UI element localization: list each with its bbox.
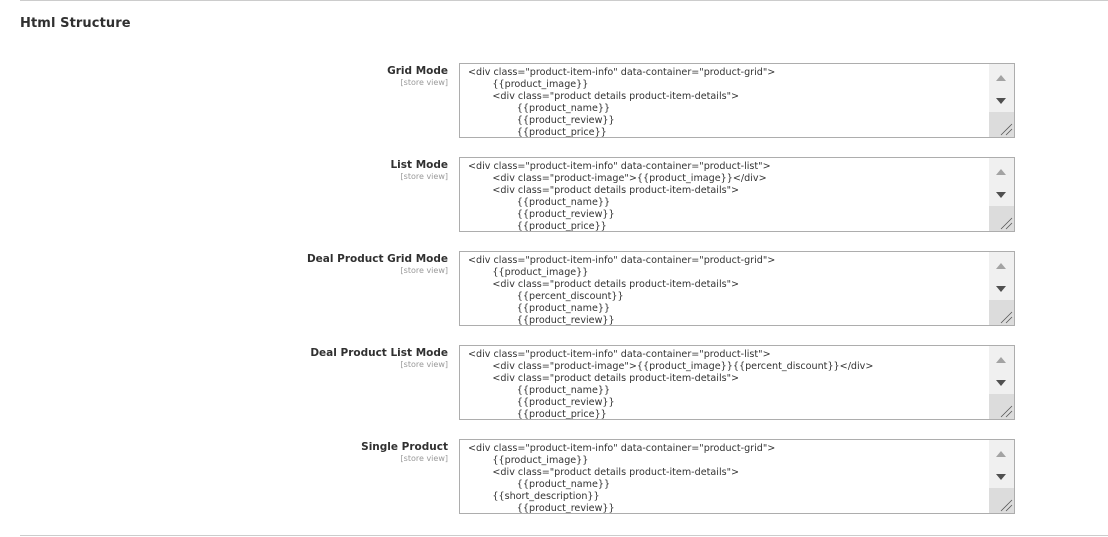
field-row-list-mode xyxy=(0,157,1108,233)
resize-grip-icon[interactable] xyxy=(999,122,1013,136)
textarea-content[interactable]: <div class="product-item-info" data-container="product-grid"> {{product_image}} <div class="product details product-item-details"> {{product_name}} {{short_description}} {{product_review}} xyxy=(468,443,776,514)
field-label-group xyxy=(361,441,448,464)
resize-handle[interactable] xyxy=(989,300,1014,325)
html-textarea[interactable] xyxy=(459,251,1015,326)
field-label: Grid Mode xyxy=(387,65,448,77)
field-label: Single Product xyxy=(361,441,448,453)
vertical-scrollbar[interactable] xyxy=(989,252,1014,325)
scroll-up-icon[interactable] xyxy=(989,68,1014,88)
top-divider xyxy=(20,0,1108,1)
scroll-down-icon[interactable] xyxy=(989,91,1014,111)
resize-grip-icon[interactable] xyxy=(999,216,1013,230)
resize-handle[interactable] xyxy=(989,206,1014,231)
scroll-up-icon[interactable] xyxy=(989,256,1014,276)
html-textarea[interactable] xyxy=(459,63,1015,138)
resize-handle[interactable] xyxy=(989,112,1014,137)
scope-label: [store view] xyxy=(400,360,448,369)
scroll-down-icon[interactable] xyxy=(989,185,1014,205)
resize-handle[interactable] xyxy=(989,394,1014,419)
html-textarea[interactable] xyxy=(459,439,1015,514)
field-label: Deal Product List Mode xyxy=(310,347,448,359)
scope-label: [store view] xyxy=(400,454,448,463)
scroll-up-icon[interactable] xyxy=(989,350,1014,370)
vertical-scrollbar[interactable] xyxy=(989,158,1014,231)
html-textarea[interactable] xyxy=(459,157,1015,232)
field-label-group xyxy=(307,253,448,276)
field-label-group xyxy=(387,65,448,88)
field-label-group xyxy=(310,347,448,370)
scroll-down-icon[interactable] xyxy=(989,467,1014,487)
scroll-down-icon[interactable] xyxy=(989,373,1014,393)
textarea-content[interactable]: <div class="product-item-info" data-container="product-grid"> {{product_image}} <div class="product details product-item-details"> {{product_name}} {{product_review}} {{product_price}} xyxy=(468,67,776,138)
bottom-divider xyxy=(20,535,1108,536)
html-textarea[interactable] xyxy=(459,345,1015,420)
scroll-up-icon[interactable] xyxy=(989,162,1014,182)
textarea-content[interactable]: <div class="product-item-info" data-container="product-list"> <div class="product-image">{{product_image}}</div> <div class="product details product-item-details"> {{product_name}} {{product_review}} {{product_price}} xyxy=(468,161,771,232)
field-row-deal-product-list-mode xyxy=(0,345,1108,421)
textarea-content[interactable]: <div class="product-item-info" data-container="product-list"> <div class="product-image">{{product_image}}{{percent_discount}}</div> <div class="product details product-item-details"> {{product_name}} {{product_review}} {{product_price}} xyxy=(468,349,874,420)
textarea-content[interactable]: <div class="product-item-info" data-container="product-grid"> {{product_image}} <div class="product details product-item-details"> {{percent_discount}} {{product_name}} {{product_review}} xyxy=(468,255,776,326)
resize-grip-icon[interactable] xyxy=(999,498,1013,512)
field-row-deal-product-grid-mode xyxy=(0,251,1108,327)
scope-label: [store view] xyxy=(400,172,448,181)
field-label: Deal Product Grid Mode xyxy=(306,253,448,265)
field-row-single-product xyxy=(0,439,1108,515)
field-label: List Mode xyxy=(390,159,448,171)
scope-label: [store view] xyxy=(400,266,448,275)
field-label-group xyxy=(390,159,448,182)
section-title: Html Structure xyxy=(20,16,131,31)
resize-grip-icon[interactable] xyxy=(999,310,1013,324)
scope-label: [store view] xyxy=(400,78,448,87)
scroll-down-icon[interactable] xyxy=(989,279,1014,299)
vertical-scrollbar[interactable] xyxy=(989,440,1014,513)
field-row-grid-mode xyxy=(0,63,1108,139)
resize-grip-icon[interactable] xyxy=(999,404,1013,418)
vertical-scrollbar[interactable] xyxy=(989,64,1014,137)
resize-handle[interactable] xyxy=(989,488,1014,513)
vertical-scrollbar[interactable] xyxy=(989,346,1014,419)
scroll-up-icon[interactable] xyxy=(989,444,1014,464)
